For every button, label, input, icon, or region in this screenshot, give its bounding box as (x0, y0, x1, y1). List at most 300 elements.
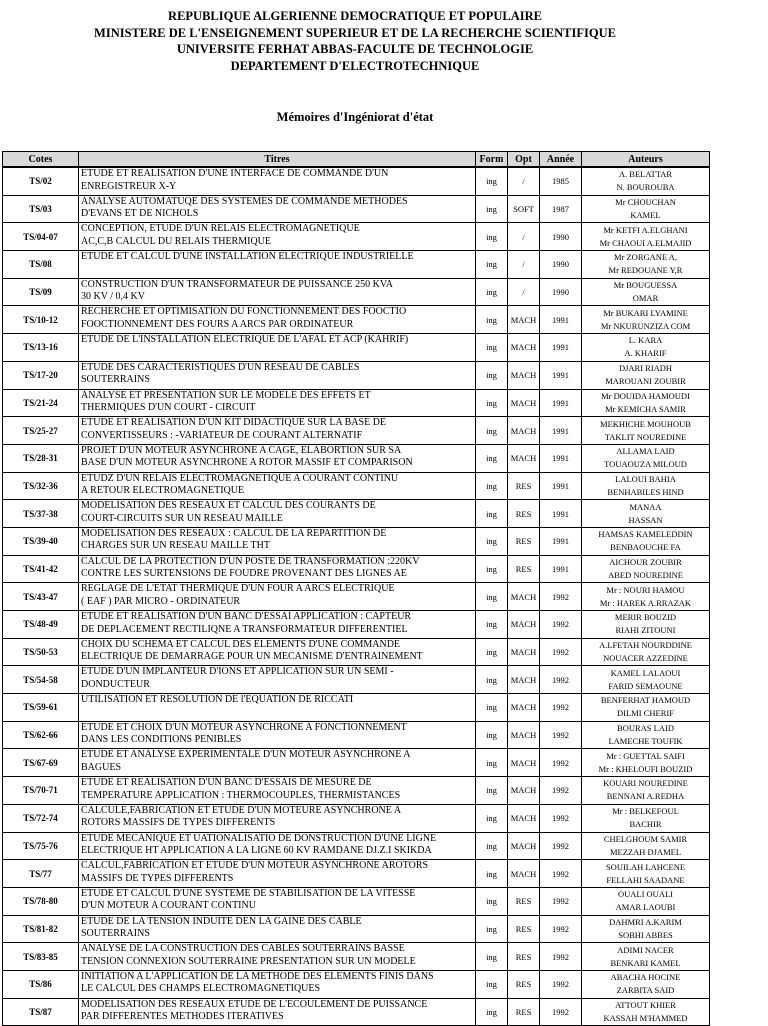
option-cell: MACH (508, 334, 540, 362)
title-cell (79, 389, 476, 417)
title-line: ANALYSE DE LA CONSTRUCTION DES CABLES SOUTERRAINS BASSE (81, 943, 405, 955)
author-name: KOUARI NOUREDINE (603, 778, 688, 789)
author-name: TOUAOUZA MILOUD (604, 459, 687, 470)
form-cell: ing (476, 306, 508, 334)
title-cell (79, 583, 476, 611)
authors-cell (582, 804, 710, 832)
author-name: L. KARA (628, 335, 663, 346)
cote-cell: TS/87 (3, 998, 79, 1026)
author-name: HASSAN (628, 514, 663, 525)
title-cell (79, 694, 476, 722)
title-line: ETUDE MECANIQUE ET UATIONALISATIO DE DONSTRUCTION D'UNE LIGNE (81, 832, 437, 844)
cote-cell: TS/21-24 (3, 389, 79, 417)
title-line: ETUDE DE L'INSTALLATION ELECTRIQUE DE L'AFAL ET ACP (KAHRIF) (81, 334, 409, 346)
title-line: PROJET D'UN MOTEUR ASYNCHRONE A CAGE, ELABORTION SUR SA (81, 444, 402, 456)
author-name: LALOUI BAHIA (615, 473, 676, 484)
author-name: ATTOUT KHIER (615, 999, 676, 1010)
year-cell: 1991 (540, 389, 582, 417)
table-row (3, 444, 710, 472)
title-line: ETUDE ET CALCUL D'UNE INSTALLATION ELECTRIQUE INDUSTRIELLE (81, 251, 414, 263)
author-name: ZARBITA SAID (616, 985, 675, 996)
cote-cell: TS/83-85 (3, 943, 79, 971)
author-name: ALLAMA LAID (616, 446, 675, 457)
option-cell: RES (508, 943, 540, 971)
form-cell: ing (476, 527, 508, 555)
option-cell: RES (508, 500, 540, 528)
author-name: SOUILAH LAHCENE (605, 861, 686, 872)
title-line: ETUDE DES CARACTERISTIQUES D'UN RESEAU DE CABLES (81, 361, 360, 373)
form-cell: ing (476, 860, 508, 888)
title-cell (79, 887, 476, 915)
title-line: TEMPERATURE APPLICATION : THERMOCOUPLES, THERMISTANCES (81, 789, 401, 801)
author-name: Mr ZORGANE A, (613, 252, 678, 263)
header-line-department: DEPARTEMENT D'ELECTROTECHNIQUE (230, 58, 480, 73)
cote-cell: TS/09 (3, 278, 79, 306)
table-row (3, 804, 710, 832)
form-cell: ing (476, 389, 508, 417)
title-line: BASE D'UN MOTEUR ASYNCHRONE A ROTOR MASSIF ET COMPARISON (81, 457, 413, 469)
cote-cell: TS/41-42 (3, 555, 79, 583)
year-cell: 1985 (540, 167, 582, 195)
option-cell: MACH (508, 749, 540, 777)
author-name: OUALI OUALI (617, 889, 673, 900)
year-cell: 1992 (540, 970, 582, 998)
author-name: MERIR BOUZID (614, 612, 677, 623)
cote-cell: TS/02 (3, 167, 79, 195)
author-name: ABACHA HOCINE (610, 972, 681, 983)
option-cell: MACH (508, 777, 540, 805)
year-cell: 1992 (540, 860, 582, 888)
authors-cell (582, 638, 710, 666)
authors-cell (582, 472, 710, 500)
title-line: ( EAF ) PAR MICRO - ORDINATEUR (81, 595, 241, 607)
table-row (3, 749, 710, 777)
option-cell: RES (508, 555, 540, 583)
document-subtitle: Mémoires d'Ingéniorat d'état (276, 110, 434, 124)
year-cell: 1991 (540, 527, 582, 555)
title-cell (79, 666, 476, 694)
cote-cell: TS/78-80 (3, 887, 79, 915)
authors-cell (582, 417, 710, 445)
form-cell: ing (476, 777, 508, 805)
table-body (3, 167, 710, 1026)
authors-cell (582, 278, 710, 306)
title-line: ETUDZ D'UN RELAIS ELECTROMAGNETIQUE A COURANT CONTINU (81, 472, 399, 484)
cote-cell: TS/59-61 (3, 694, 79, 722)
title-cell (79, 472, 476, 500)
title-line: DE DEPLACEMENT RECTILIQNE A TRANSFORMATEUR DIFFERENTIEL (81, 623, 408, 635)
author-name: FELLAHI SAADANE (606, 874, 685, 885)
title-line: 30 KV / 0,4 KV (81, 291, 145, 303)
option-cell: / (508, 167, 540, 195)
cote-cell: TS/13-16 (3, 334, 79, 362)
form-cell: ing (476, 472, 508, 500)
author-name: Mr : HAREK A.RRAZAK (599, 597, 692, 608)
author-name: BENNANI A.REDHA (606, 791, 685, 802)
title-cell (79, 278, 476, 306)
author-name: A. BELATTAR (618, 169, 673, 180)
cote-cell: TS/28-31 (3, 444, 79, 472)
year-cell: 1991 (540, 417, 582, 445)
form-cell: ing (476, 417, 508, 445)
option-cell: MACH (508, 361, 540, 389)
authors-cell (582, 887, 710, 915)
title-line: INITIATION A L'APPLICATION DE LA METHODE DES ELEMENTS FINIS DANS (81, 970, 434, 982)
form-cell: ing (476, 278, 508, 306)
title-cell (79, 804, 476, 832)
title-cell (79, 721, 476, 749)
form-cell: ing (476, 943, 508, 971)
option-cell: RES (508, 527, 540, 555)
authors-cell (582, 555, 710, 583)
year-cell: 1992 (540, 887, 582, 915)
author-name: CHELGHOUM SAMIR (603, 833, 688, 844)
author-name: Mr : NOURI HAMOU (606, 584, 685, 595)
year-cell: 1990 (540, 251, 582, 279)
author-name: MAROUANI ZOUBIR (605, 376, 686, 387)
authors-cell (582, 749, 710, 777)
title-line: MODELISATION DES RESEAUX ETUDE DE L'ECOULEMENT DE PUISSANCE (81, 998, 428, 1010)
author-name: FARID SEMAOUNE (608, 680, 683, 691)
form-cell: ing (476, 444, 508, 472)
title-line: CONVERTISSEURS : -VARIATEUR DE COURANT ALTERNATIF (81, 429, 363, 441)
author-name: A.LFETAH NOURDDINE (599, 640, 692, 651)
option-cell: MACH (508, 666, 540, 694)
title-line: ETUDE ET CALCUL D'UNE SYSTEME DE STABILISATION DE LA VITESSE (81, 887, 416, 899)
authors-cell (582, 527, 710, 555)
col-header-form: Form (476, 152, 508, 168)
year-cell: 1992 (540, 694, 582, 722)
authors-cell (582, 361, 710, 389)
authors-cell (582, 389, 710, 417)
author-name: Mr BOUGUESSA (613, 280, 678, 291)
cote-cell: TS/70-71 (3, 777, 79, 805)
author-name: HAMSAS KAMELEDDIN (598, 529, 693, 540)
authors-cell (582, 223, 710, 251)
title-line: BAGUES (81, 761, 122, 773)
authors-cell (582, 611, 710, 639)
col-header-opt: Opt (508, 152, 540, 168)
cote-cell: TS/86 (3, 970, 79, 998)
title-line: ETUDE ET CHOIX D'UN MOTEUR ASYNCHRONE A FONCTIONNEMENT (81, 721, 407, 733)
author-name: KAMEL (630, 210, 661, 221)
cote-cell: TS/10-12 (3, 306, 79, 334)
cote-cell: TS/08 (3, 251, 79, 279)
author-name: LAMECHE TOUFIK (608, 736, 683, 747)
form-cell: ing (476, 749, 508, 777)
title-cell (79, 306, 476, 334)
table-row (3, 306, 710, 334)
author-name: BENFERHAT HAMOUD (600, 695, 691, 706)
option-cell: RES (508, 472, 540, 500)
title-line: SOUTERRAINS (81, 374, 150, 386)
title-line: DONDUCTEUR (81, 678, 150, 690)
title-cell (79, 998, 476, 1026)
title-line: ETUDE ET REALISATION D'UN KIT DIDACTIQUE SUR LA BASE DE (81, 417, 387, 429)
table-row (3, 638, 710, 666)
title-line: ELECTRIQUE DE DEMARRAGE POUR UN MECANISME D'ENTRAINEMENT (81, 651, 423, 663)
table-row (3, 943, 710, 971)
authors-cell (582, 777, 710, 805)
author-name: Mr NKURUNZIZA COM (600, 320, 691, 331)
year-cell: 1992 (540, 583, 582, 611)
option-cell: RES (508, 970, 540, 998)
author-name: SOBHI ABBES (618, 929, 673, 940)
authors-cell (582, 943, 710, 971)
authors-cell (582, 721, 710, 749)
author-name: Mr DOUIDA HAMOUDI (601, 390, 690, 401)
title-cell (79, 943, 476, 971)
title-line: ROTORS MASSIFS DE TYPES DIFFERENTS (81, 817, 276, 829)
title-cell (79, 749, 476, 777)
year-cell: 1991 (540, 472, 582, 500)
table-row (3, 334, 710, 362)
title-line: A RETOUR ELECTROMAGNETIQUE (81, 485, 245, 497)
form-cell: ing (476, 887, 508, 915)
title-line: AC,C,B CALCUL DU RELAIS THERMIQUE (81, 235, 272, 247)
form-cell: ing (476, 804, 508, 832)
title-line: ELECTRIQUE HT APPLICATION A LA LIGNE 60 KV RAMDANE DJ.Z.I SKIKDA (81, 845, 432, 856)
option-cell: MACH (508, 638, 540, 666)
table-row (3, 666, 710, 694)
author-name: DJARI RIADH (618, 363, 673, 374)
form-cell: ing (476, 223, 508, 251)
year-cell: 1990 (540, 223, 582, 251)
option-cell: RES (508, 887, 540, 915)
table-row (3, 998, 710, 1026)
table-header-row (3, 152, 710, 168)
table-row (3, 970, 710, 998)
year-cell: 1992 (540, 998, 582, 1026)
theses-table (2, 151, 710, 1026)
title-cell (79, 361, 476, 389)
year-cell: 1991 (540, 334, 582, 362)
title-cell (79, 860, 476, 888)
author-name: Mr CHOUCHAN (615, 197, 676, 208)
title-line: MODELISATION DES RESEAUX ET CALCUL DES COURANTS DE (81, 500, 376, 512)
year-cell: 1992 (540, 943, 582, 971)
form-cell: ing (476, 583, 508, 611)
year-cell: 1992 (540, 638, 582, 666)
cote-cell: TS/62-66 (3, 721, 79, 749)
col-header-annee: Année (540, 152, 582, 168)
title-cell (79, 167, 476, 195)
author-name: BACHIR (629, 819, 662, 830)
form-cell: ing (476, 970, 508, 998)
title-line: CHOIX DU SCHEMA ET CALCUL DES ELEMENTS D'UNE COMMANDE (81, 638, 401, 650)
title-line: ANALYSE AUTOMATUQE DES SYSTEMES DE COMMANDE METHODES (81, 195, 408, 207)
title-line: ETUDE ET REALISATION D'UN BANC D'ESSAI APPLICATION : CAPTEUR (81, 611, 412, 622)
form-cell: ing (476, 195, 508, 223)
title-line: ANALYSE ET PRESENTATION SUR LE MODELE DES EFFETS ET (81, 389, 371, 401)
title-line: THERMIQUES D'UN COURT - CIRCUIT (81, 402, 256, 413)
authors-cell (582, 251, 710, 279)
author-name: Mr KETFI A.ELGHANI (603, 224, 688, 235)
title-cell (79, 334, 476, 362)
author-name: BOURAS LAID (617, 723, 674, 734)
option-cell: MACH (508, 611, 540, 639)
title-line: CONCEPTION, ETUDE D'UN RELAIS ELECTROMAGNETIQUE (81, 223, 360, 235)
year-cell: 1991 (540, 500, 582, 528)
cote-cell: TS/17-20 (3, 361, 79, 389)
authors-cell (582, 583, 710, 611)
year-cell: 1991 (540, 306, 582, 334)
table-row (3, 694, 710, 722)
table-row (3, 611, 710, 639)
authors-cell (582, 915, 710, 943)
authors-cell (582, 334, 710, 362)
title-line: ETUDE D'UN IMPLANTEUR D'IONS ET APPLICATION SUR UN SEMI - (81, 666, 394, 678)
author-name: NOUACER AZZEDINE (603, 653, 688, 664)
authors-cell (582, 195, 710, 223)
title-line: MASSIFS DE TYPES DIFFERENTS (81, 872, 234, 884)
year-cell: 1992 (540, 611, 582, 639)
author-name: DAHMRI A.KARIM (609, 916, 682, 927)
option-cell: MACH (508, 860, 540, 888)
option-cell: MACH (508, 306, 540, 334)
cote-cell: TS/75-76 (3, 832, 79, 860)
cote-cell: TS/04-07 (3, 223, 79, 251)
form-cell: ing (476, 638, 508, 666)
form-cell: ing (476, 915, 508, 943)
option-cell: MACH (508, 389, 540, 417)
title-line: CALCULE,FABRICATION ET ETUDE D'UN MOTEURE ASYNCHRONE A (81, 804, 402, 816)
option-cell: / (508, 251, 540, 279)
cote-cell: TS/03 (3, 195, 79, 223)
option-cell: MACH (508, 804, 540, 832)
author-name: AMAR LAOUBI (615, 902, 676, 913)
table-row (3, 167, 710, 195)
author-name: RIAHI ZITOUNI (615, 625, 676, 636)
year-cell: 1992 (540, 777, 582, 805)
table-row (3, 472, 710, 500)
author-name: AICHOUR ZOUBIR (609, 556, 682, 567)
title-cell (79, 444, 476, 472)
cote-cell: TS/32-36 (3, 472, 79, 500)
title-cell (79, 638, 476, 666)
option-cell: MACH (508, 694, 540, 722)
option-cell: MACH (508, 417, 540, 445)
title-cell (79, 832, 476, 860)
table-row (3, 832, 710, 860)
cote-cell: TS/72-74 (3, 804, 79, 832)
table-row (3, 500, 710, 528)
title-line: ETUDE ET REALISATION D'UNE INTERFACE DE COMMANDE D'UN (81, 168, 389, 179)
header-line-ministry: MINISTERE DE L'ENSEIGNEMENT SUPERIEUR ET DE LA RECHERCHE SCIENTIFIQUE (94, 25, 616, 40)
year-cell: 1992 (540, 832, 582, 860)
title-line: ETUDE DE LA TENSION INDUITE DEN LA GAINE DES CABLE (81, 915, 362, 927)
cote-cell: TS/67-69 (3, 749, 79, 777)
option-cell: / (508, 223, 540, 251)
year-cell: 1992 (540, 915, 582, 943)
year-cell: 1992 (540, 721, 582, 749)
title-line: FOOCTIONNEMENT DES FOURS A ARCS PAR ORDINATEUR (81, 318, 354, 330)
table-row (3, 777, 710, 805)
authors-cell (582, 694, 710, 722)
author-name: Mr KEMICHA SAMIR (605, 403, 686, 414)
form-cell: ing (476, 555, 508, 583)
option-cell: MACH (508, 583, 540, 611)
option-cell: / (508, 278, 540, 306)
cote-cell: TS/48-49 (3, 611, 79, 639)
table-row (3, 527, 710, 555)
col-header-cotes: Cotes (3, 152, 79, 168)
title-line: REGLAGE DE L'ETAT THERMIQUE D'UN FOUR A ARCS ELECTRIQUE (81, 583, 395, 595)
author-name: Mr : GUETTAL SAIFI (606, 750, 685, 761)
option-cell: MACH (508, 721, 540, 749)
cote-cell: TS/54-58 (3, 666, 79, 694)
cote-cell: TS/77 (3, 860, 79, 888)
title-line: DANS LES CONDITIONS PENIBLES (81, 734, 242, 746)
author-name: MEZZAH DJAMEL (609, 846, 682, 857)
form-cell: ing (476, 334, 508, 362)
table-row (3, 389, 710, 417)
author-name: Mr : BELKEFOUL (612, 806, 679, 817)
cote-cell: TS/81-82 (3, 915, 79, 943)
title-cell (79, 195, 476, 223)
author-name: Mr REDOUANE Y,R (608, 265, 683, 276)
title-cell (79, 527, 476, 555)
cote-cell: TS/37-38 (3, 500, 79, 528)
title-line: PAR DIFFERENTES METHODES ITERATIVES (81, 1011, 284, 1023)
authors-cell (582, 832, 710, 860)
year-cell: 1991 (540, 361, 582, 389)
title-line: RECHERCHE ET OPTIMISATION DU FONCTIONNEMENT DES FOOCTIO (81, 306, 407, 318)
cote-cell: TS/39-40 (3, 527, 79, 555)
form-cell: ing (476, 666, 508, 694)
author-name: KAMEL LALAOUI (610, 667, 681, 678)
year-cell: 1987 (540, 195, 582, 223)
title-line: UTILISATION ET RESOLUTION DE l'EQUATION DE RICCATI (81, 694, 354, 706)
year-cell: 1992 (540, 804, 582, 832)
table-row (3, 555, 710, 583)
cote-cell: TS/43-47 (3, 583, 79, 611)
title-cell (79, 970, 476, 998)
title-cell (79, 500, 476, 528)
title-cell (79, 223, 476, 251)
author-name: MANAA (629, 501, 662, 512)
form-cell: ing (476, 721, 508, 749)
table-row (3, 223, 710, 251)
table-row (3, 361, 710, 389)
author-name: KASSAH M'HAMMED (603, 1012, 688, 1023)
title-line: D'EVANS ET DE NICHOLS (81, 208, 199, 220)
title-line: CONTRE LES SURTENSIONS DE FOUDRE PROVENANT DES LIGNES AE (81, 568, 407, 580)
author-name: TAKLIT NOUREDINE (604, 431, 687, 442)
form-cell: ing (476, 694, 508, 722)
authors-cell (582, 500, 710, 528)
title-line: ETUDE ET ANALYSE EXPERIMENTALE D'UN MOTEUR ASYNCHRONE A (81, 749, 411, 761)
option-cell: RES (508, 915, 540, 943)
header-line-university: UNIVERSITE FERHAT ABBAS-FACULTE DE TECHNOLOGIE (176, 42, 534, 56)
author-name: A. KHARIF (624, 348, 667, 359)
form-cell: ing (476, 361, 508, 389)
author-name: OMAR (632, 293, 659, 304)
form-cell: ing (476, 611, 508, 639)
col-header-titres: Titres (79, 152, 476, 168)
title-line: CHARGES SUR UN RESEAU MAILLE THT (81, 540, 270, 552)
author-name: N. BOUROUBA (616, 182, 675, 193)
option-cell: RES (508, 998, 540, 1026)
authors-cell (582, 306, 710, 334)
year-cell: 1992 (540, 666, 582, 694)
author-name: Mr : KHELOUFI BOUZID (598, 763, 693, 774)
title-cell (79, 251, 476, 279)
form-cell: ing (476, 832, 508, 860)
cote-cell: TS/50-53 (3, 638, 79, 666)
author-name: DILMI CHERIF (617, 708, 674, 719)
title-cell (79, 915, 476, 943)
